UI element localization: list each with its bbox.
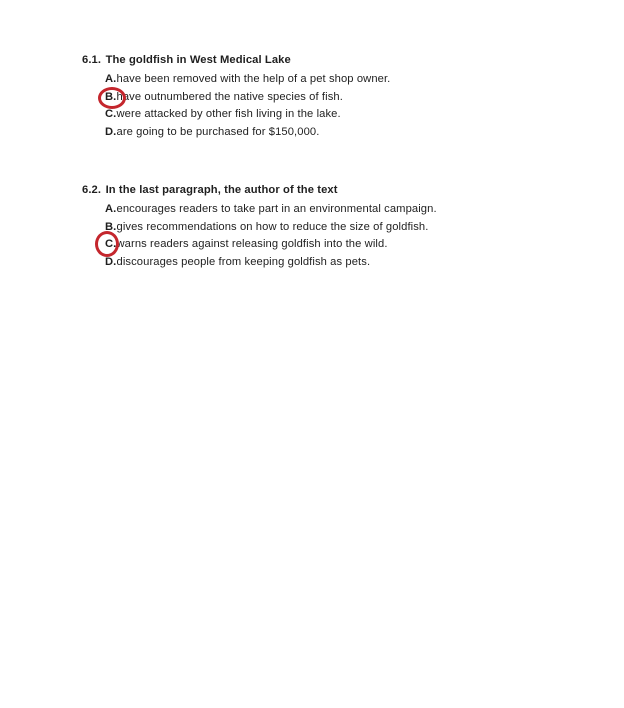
option-letter: B.: [105, 90, 117, 103]
option-text: gives recommendations on how to reduce the size of goldfish.: [116, 220, 429, 233]
option-d: [82, 254, 604, 272]
question-title: The goldfish in West Medical Lake: [105, 54, 291, 66]
option-letter: D.: [105, 256, 117, 269]
option-letter: A.: [105, 203, 117, 215]
option-letter: C.: [105, 238, 117, 251]
question-title-row: [82, 53, 604, 67]
option-text: discourages people from keeping goldfish as pets.: [116, 256, 371, 269]
question-title: In the last paragraph, the author of the text: [105, 184, 338, 196]
question-number: 6.2.: [82, 184, 102, 196]
question-number: 6.1.: [82, 54, 102, 66]
option-text: encourages readers to take part in an environmental campaign.: [116, 203, 437, 215]
question-title-row: [82, 183, 604, 197]
option-letter: A.: [105, 73, 117, 85]
option-a: [82, 71, 604, 89]
option-a: [82, 201, 604, 219]
options-list: [82, 201, 604, 272]
option-letter: B.: [105, 220, 117, 233]
option-text: were attacked by other fish living in the lake.: [116, 108, 341, 121]
option-letter: C.: [105, 108, 117, 121]
option-b: [82, 219, 604, 237]
question-6-1: [82, 53, 604, 142]
option-d: [82, 124, 604, 142]
option-c: [82, 236, 604, 254]
option-b: [82, 89, 604, 107]
option-text: have outnumbered the native species of fish.: [116, 90, 343, 103]
question-6-2: [82, 183, 604, 272]
option-text: are going to be purchased for $150,000.: [116, 126, 320, 139]
option-text: have been removed with the help of a pet shop owner.: [116, 73, 391, 85]
option-letter: D.: [105, 126, 117, 139]
option-text: warns readers against releasing goldfish into the wild.: [116, 238, 388, 251]
options-list: [82, 71, 604, 142]
option-c: [82, 106, 604, 124]
